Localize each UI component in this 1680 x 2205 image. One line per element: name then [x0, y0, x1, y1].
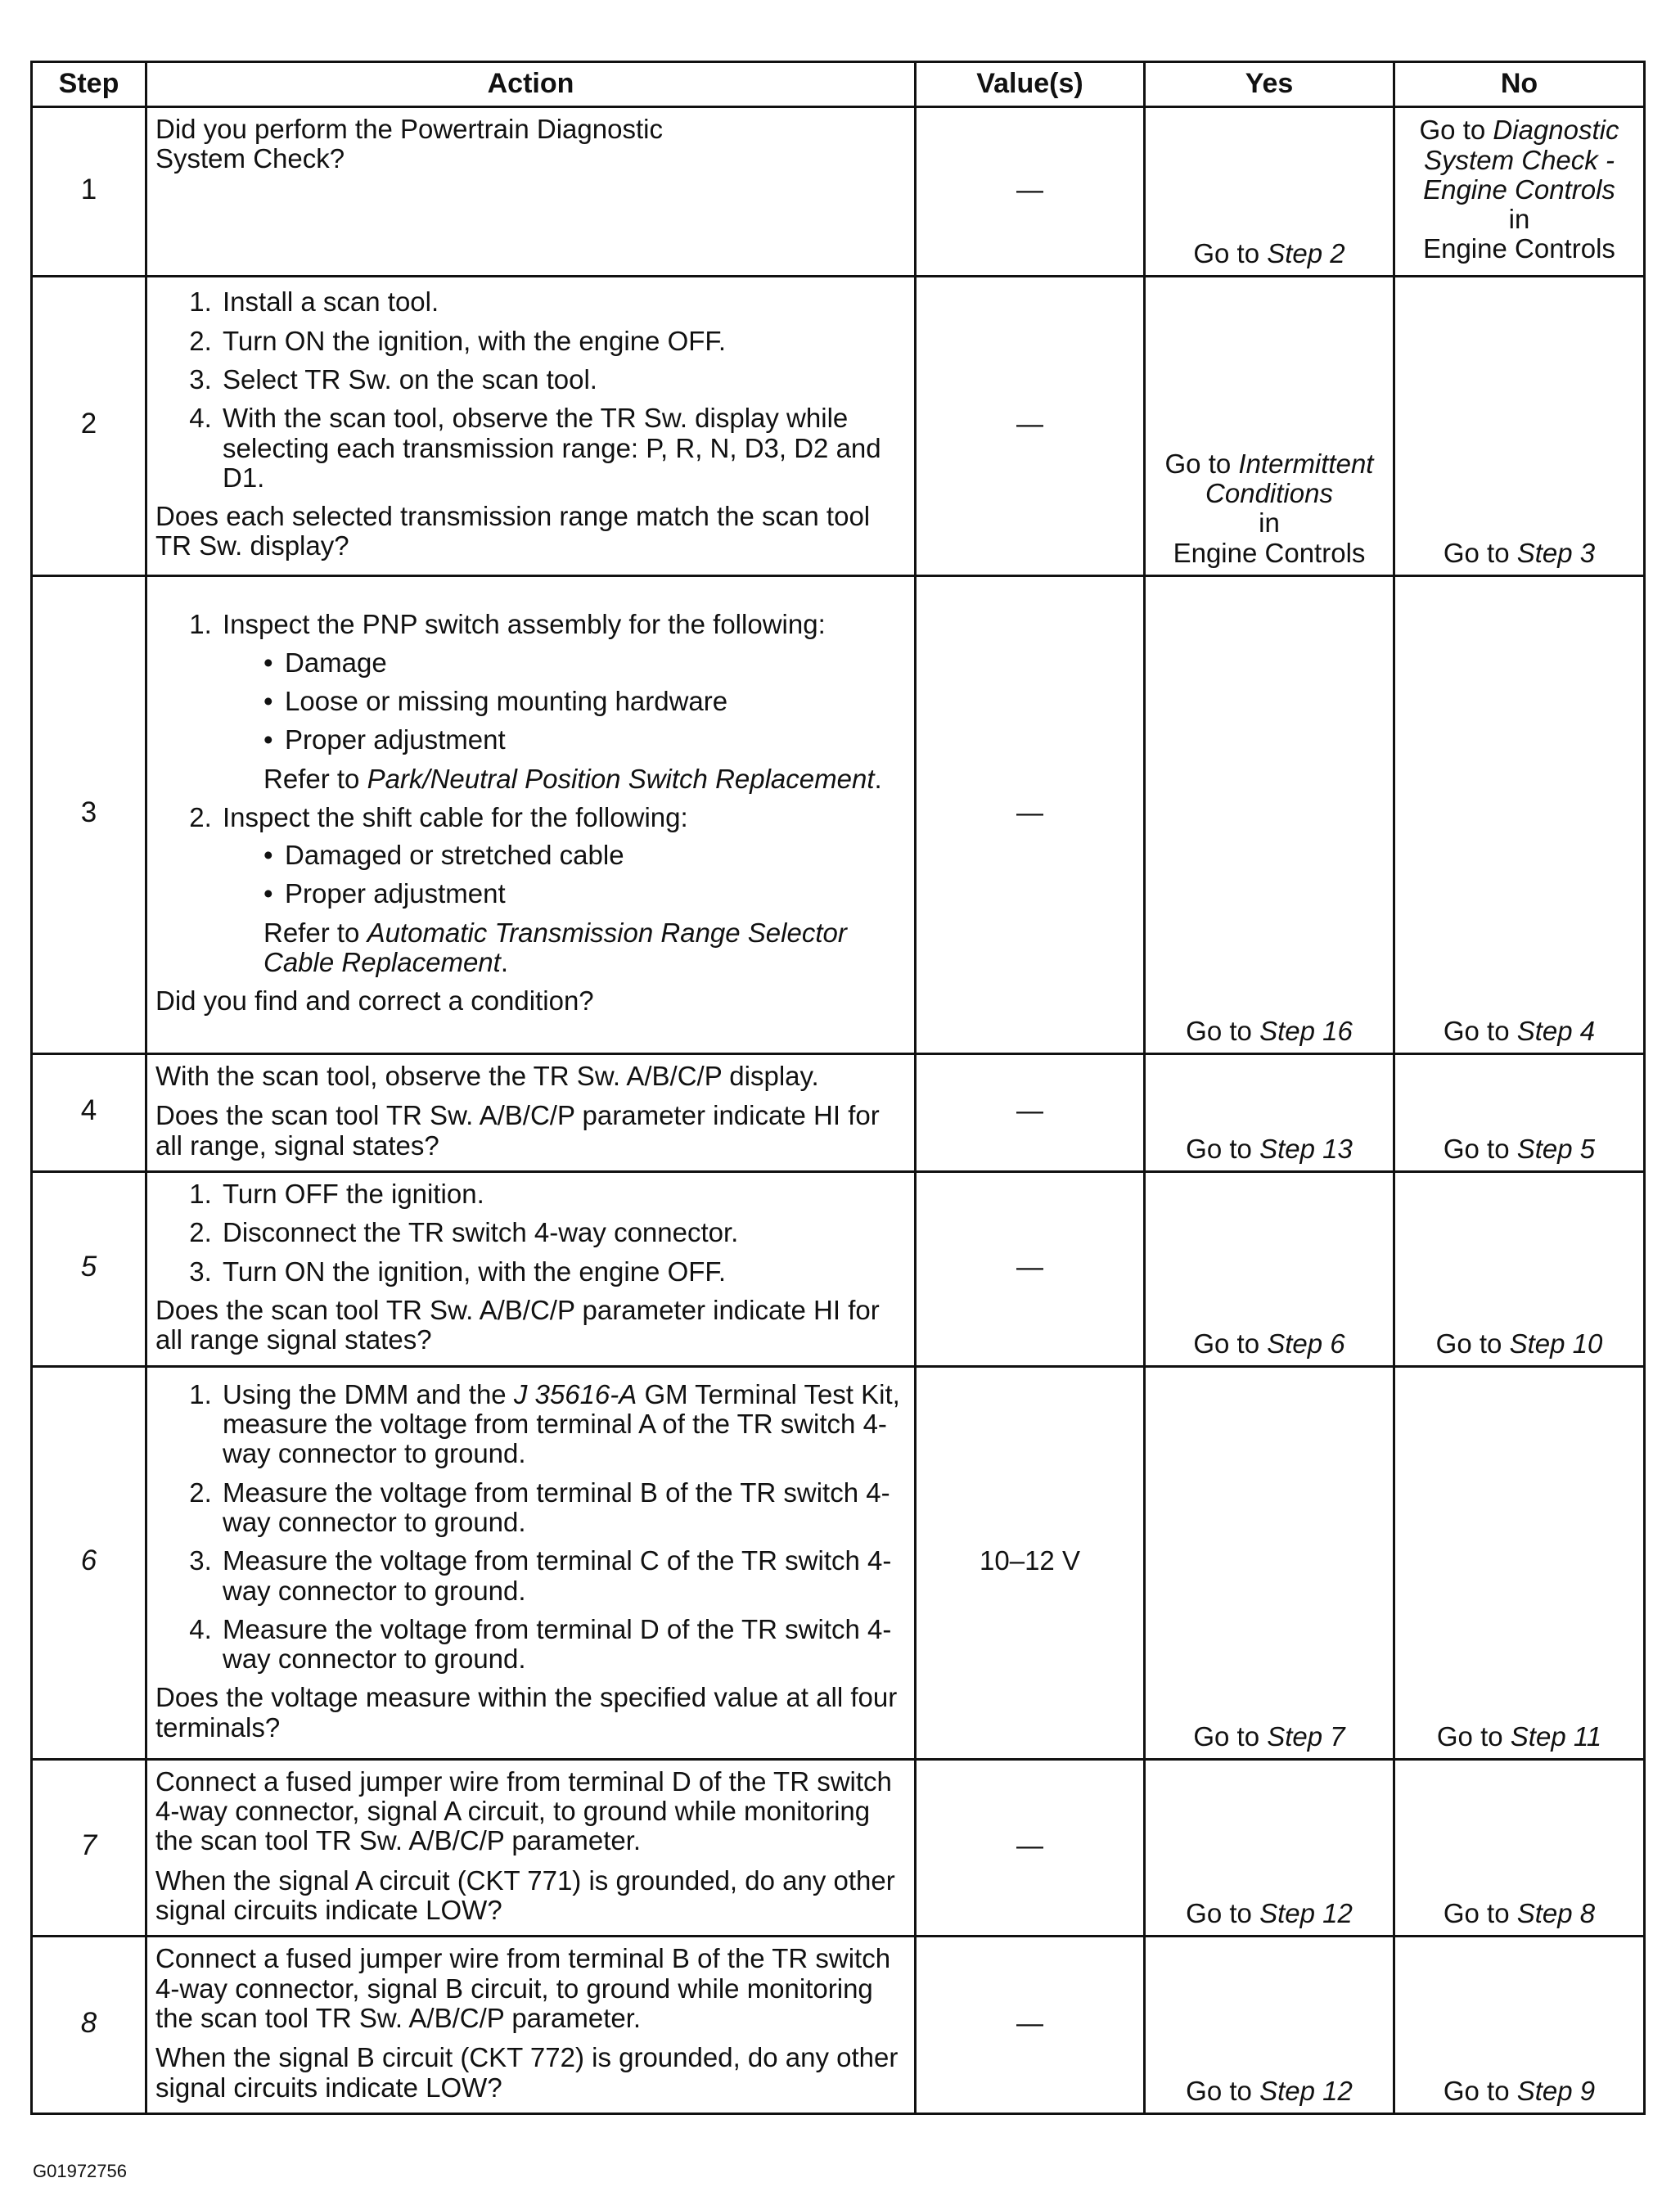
step-number: 7	[32, 1759, 146, 1936]
yes-prefix: Go to	[1193, 237, 1268, 268]
action-step	[219, 1380, 906, 1469]
yes-cell	[1145, 1054, 1394, 1172]
action-cell	[146, 1937, 916, 2113]
header-action: Action	[146, 62, 916, 107]
yes-target-link[interactable]: Step 16	[1259, 1015, 1353, 1046]
action-step: 2. Measure the voltage from terminal B of the TR switch 4-way connector to ground.	[219, 1478, 906, 1538]
no-cell	[1394, 277, 1645, 576]
no-target-link[interactable]: Step 9	[1516, 2075, 1596, 2106]
yes-cell	[1145, 1937, 1394, 2113]
action-question: When the signal B circuit (CKT 772) is grounded, do any other signal circuits indicate LOW?	[155, 2042, 899, 2103]
yes-target-link[interactable]: Step 7	[1267, 1720, 1345, 1752]
action-text: With the scan tool, observe the TR Sw. A/B/C/P display.	[155, 1061, 819, 1091]
bullet-item	[263, 879, 906, 909]
bullet-item	[263, 648, 906, 678]
no-target-link[interactable]: Step 11	[1510, 1720, 1602, 1752]
no-cell	[1394, 1759, 1645, 1936]
yes-target-link[interactable]: Step 6	[1267, 1328, 1345, 1359]
value-cell: —	[916, 1937, 1145, 2113]
bullet-list	[223, 841, 906, 909]
header-row	[32, 62, 1645, 107]
step-number: 2	[32, 277, 146, 576]
table-row	[32, 107, 1645, 277]
yes-prefix: Go to	[1193, 1720, 1268, 1752]
no-in: in	[1508, 204, 1530, 235]
action-step	[219, 610, 906, 793]
table-row	[32, 1759, 1645, 1936]
no-prefix: Go to	[1443, 2075, 1517, 2106]
no-cell	[1394, 1054, 1645, 1172]
bullet-icon: •	[263, 724, 273, 755]
no-cell	[1394, 576, 1645, 1054]
table-row	[32, 1171, 1645, 1366]
action-steps	[155, 1179, 906, 1287]
step-number: 3	[32, 576, 146, 1054]
action-step	[219, 803, 906, 977]
action-step-text: Inspect the shift cable for the following:	[223, 801, 688, 832]
action-cell	[146, 107, 916, 277]
table-row	[32, 277, 1645, 576]
step-number: 4	[32, 1054, 146, 1172]
refer-link[interactable]: Automatic Transmission Range Selector Cable Replacement	[263, 917, 847, 978]
bullet-icon: •	[263, 685, 273, 716]
no-prefix: Go to	[1443, 537, 1517, 568]
action-question: Does the voltage measure within the specified value at all four terminals?	[155, 1682, 898, 1743]
header-values: Value(s)	[916, 62, 1145, 107]
action-question: Did you find and correct a condition?	[155, 985, 594, 1017]
bullet-text: Damage	[285, 647, 387, 678]
step-number: 5	[32, 1171, 146, 1366]
action-step: 3. Select TR Sw. on the scan tool.	[219, 365, 906, 395]
bullet-list	[223, 648, 906, 755]
no-prefix: Go to	[1436, 1720, 1511, 1752]
refer-note	[263, 918, 906, 978]
action-text: Connect a fused jumper wire from terminal D of the TR switch 4-way connector, signal A circuit, to ground while monitoring the scan tool TR Sw. A/B/C/P parameter.	[155, 1765, 892, 1856]
yes-prefix: Go to	[1186, 2075, 1260, 2106]
no-prefix: Go to	[1419, 115, 1493, 146]
refer-link[interactable]: Park/Neutral Position Switch Replacement	[367, 763, 875, 794]
action-question: Does each selected transmission range match the scan tool TR Sw. display?	[155, 501, 871, 561]
header-step: Step	[32, 62, 146, 107]
refer-note	[263, 764, 906, 794]
no-target-link[interactable]: Diagnostic System Check - Engine Controls	[1423, 115, 1619, 205]
action-text: Connect a fused jumper wire from terminal B of the TR switch 4-way connector, signal B circuit, to ground while monitoring the scan tool TR Sw. A/B/C/P parameter.	[155, 1943, 891, 2033]
action-step: 4. Measure the voltage from terminal D of the TR switch 4-way connector to ground.	[219, 1615, 906, 1675]
table-row	[32, 1937, 1645, 2113]
action-step-prefix: Using the DMM and the	[223, 1378, 514, 1409]
value-cell: —	[916, 107, 1145, 277]
no-section: Engine Controls	[1423, 233, 1615, 264]
action-steps	[155, 610, 906, 977]
yes-cell	[1145, 1366, 1394, 1759]
header-no: No	[1394, 62, 1645, 107]
yes-prefix: Go to	[1193, 1328, 1268, 1359]
refer-suffix: .	[874, 763, 882, 794]
action-cell	[146, 277, 916, 576]
bullet-item	[263, 841, 906, 870]
yes-prefix: Go to	[1164, 448, 1239, 479]
action-step: 1. Turn OFF the ignition.	[219, 1179, 906, 1209]
action-question: Does the scan tool TR Sw. A/B/C/P parameter indicate HI for all range signal states?	[155, 1295, 880, 1355]
action-question: Does the scan tool TR Sw. A/B/C/P parameter indicate HI for all range, signal states?	[155, 1100, 880, 1161]
step-number: 6	[32, 1366, 146, 1759]
bullet-text: Proper adjustment	[285, 724, 506, 755]
yes-target-link[interactable]: Step 13	[1259, 1133, 1353, 1164]
yes-cell	[1145, 576, 1394, 1054]
no-prefix: Go to	[1443, 1015, 1517, 1046]
yes-section: Engine Controls	[1173, 537, 1366, 568]
no-target-link[interactable]: Step 4	[1516, 1015, 1596, 1046]
no-cell	[1394, 1171, 1645, 1366]
action-steps	[155, 287, 906, 493]
yes-in: in	[1259, 507, 1280, 539]
action-cell	[146, 1171, 916, 1366]
step-number: 8	[32, 1937, 146, 2113]
no-prefix: Go to	[1443, 1898, 1517, 1929]
yes-target-link[interactable]: Step 12	[1259, 1898, 1353, 1929]
bullet-icon: •	[263, 878, 273, 909]
no-cell	[1394, 1937, 1645, 2113]
action-cell	[146, 1759, 916, 1936]
action-steps	[155, 1380, 906, 1675]
value-cell: 10–12 V	[916, 1366, 1145, 1759]
action-step-suffix: GM Terminal Test Kit, measure the voltage from terminal A of the TR switch 4-way connector to ground.	[223, 1378, 900, 1469]
no-prefix: Go to	[1435, 1328, 1510, 1359]
figure-id: G01972756	[33, 2161, 127, 2181]
action-step: 1. Install a scan tool.	[219, 287, 906, 317]
table-row	[32, 576, 1645, 1054]
value-cell: —	[916, 277, 1145, 576]
no-target-link[interactable]: Step 5	[1516, 1133, 1596, 1164]
yes-target-link[interactable]: Intermittent Conditions	[1205, 448, 1374, 509]
refer-prefix: Refer to	[263, 763, 367, 794]
action-step: 2. Turn ON the ignition, with the engine OFF.	[219, 327, 906, 356]
yes-target-link[interactable]: Step 12	[1259, 2075, 1353, 2106]
bullet-item	[263, 725, 906, 755]
value-cell: —	[916, 1759, 1145, 1936]
diagnostic-table	[30, 61, 1646, 2115]
no-target-link[interactable]: Step 10	[1509, 1328, 1603, 1359]
bullet-item	[263, 687, 906, 716]
action-step-text: Inspect the PNP switch assembly for the following:	[223, 609, 826, 640]
bullet-text: Damaged or stretched cable	[285, 840, 624, 871]
value-cell: —	[916, 576, 1145, 1054]
value-cell: —	[916, 1171, 1145, 1366]
refer-prefix: Refer to	[263, 917, 367, 948]
value-cell: —	[916, 1054, 1145, 1172]
no-cell	[1394, 107, 1645, 277]
action-question: When the signal A circuit (CKT 771) is grounded, do any other signal circuits indicate LOW?	[155, 1865, 895, 1926]
action-cell	[146, 1054, 916, 1172]
no-cell	[1394, 1366, 1645, 1759]
action-cell	[146, 1366, 916, 1759]
action-text: Did you perform the Powertrain Diagnostic System Check?	[155, 114, 663, 174]
step-number: 1	[32, 107, 146, 277]
action-step: 3. Measure the voltage from terminal C of the TR switch 4-way connector to ground.	[219, 1546, 906, 1606]
refer-suffix: .	[500, 947, 509, 978]
action-step: 2. Disconnect the TR switch 4-way connector.	[219, 1218, 906, 1247]
yes-target-link[interactable]: Step 2	[1267, 237, 1345, 268]
no-target-link[interactable]: Step 8	[1516, 1898, 1596, 1929]
yes-prefix: Go to	[1186, 1015, 1260, 1046]
yes-cell	[1145, 107, 1394, 277]
yes-prefix: Go to	[1186, 1133, 1260, 1164]
bullet-icon: •	[263, 647, 273, 678]
yes-cell	[1145, 1759, 1394, 1936]
action-step: 3. Turn ON the ignition, with the engine OFF.	[219, 1257, 906, 1287]
table-row	[32, 1054, 1645, 1172]
action-step: 4. With the scan tool, observe the TR Sw. display while selecting each transmission range: P, R, N, D3, D2 and D1.	[219, 404, 906, 493]
no-target-link[interactable]: Step 3	[1516, 537, 1596, 568]
table-row	[32, 1366, 1645, 1759]
tool-reference: J 35616-A	[513, 1378, 637, 1409]
yes-cell	[1145, 277, 1394, 576]
yes-prefix: Go to	[1186, 1898, 1260, 1929]
bullet-text: Proper adjustment	[285, 878, 506, 909]
action-cell	[146, 576, 916, 1054]
bullet-text: Loose or missing mounting hardware	[285, 685, 728, 716]
header-yes: Yes	[1145, 62, 1394, 107]
yes-cell	[1145, 1171, 1394, 1366]
bullet-icon: •	[263, 840, 273, 871]
no-prefix: Go to	[1443, 1133, 1517, 1164]
